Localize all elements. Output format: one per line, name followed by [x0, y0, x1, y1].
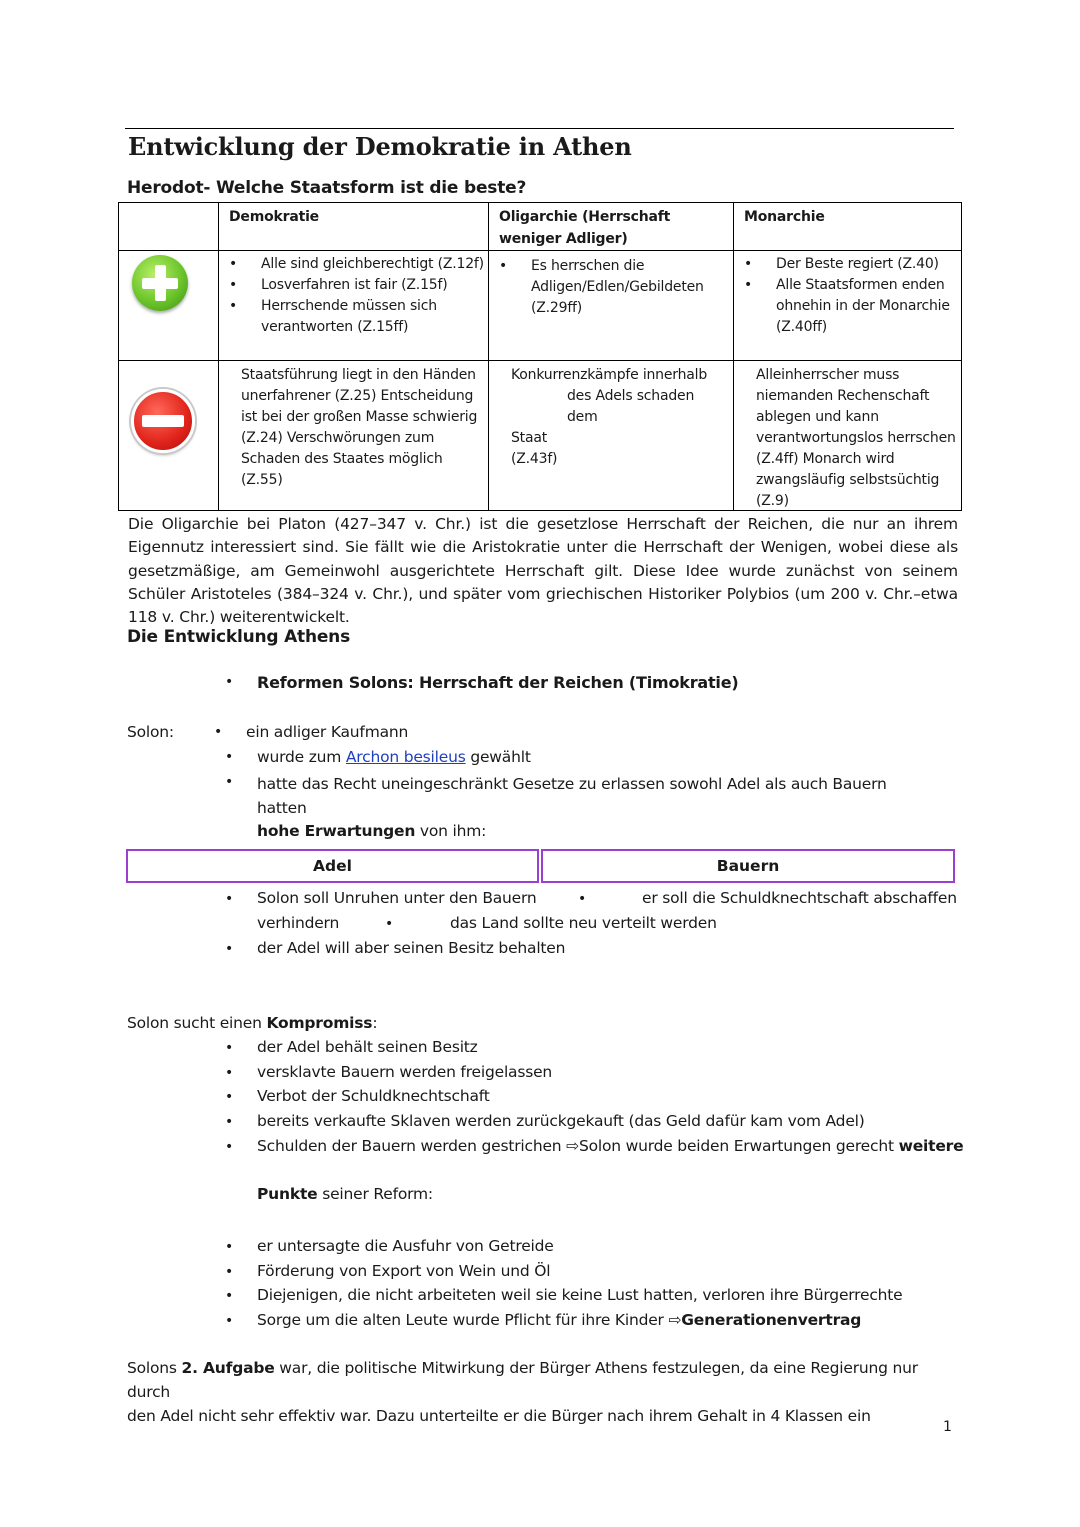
- adel-point: Solon soll Unruhen unter den Bauern: [257, 889, 537, 907]
- solon-point: [257, 773, 937, 844]
- punkte-line: [257, 1185, 433, 1203]
- list-item: • Alle Staatsformen enden ohnehin in der Monarchie (Z.40ff): [744, 275, 959, 338]
- text: seiner Reform:: [317, 1185, 433, 1203]
- bold-text: hohe Erwartungen: [257, 822, 416, 840]
- bauern-box: Bauern: [541, 849, 955, 883]
- bauern-point: das Land sollte neu verteilt werden: [450, 914, 717, 932]
- text: Solon sucht einen: [127, 1014, 267, 1032]
- bullet: •: [225, 1239, 234, 1255]
- arrow-icon: ⇨: [566, 1137, 579, 1155]
- kompromiss-intro: [127, 1014, 377, 1032]
- cons-oligarchie-line: Konkurrenzkämpfe innerhalb: [511, 367, 708, 383]
- kompromiss-point: der Adel behält seinen Besitz: [257, 1038, 478, 1056]
- reform-point: Förderung von Export von Wein und Öl: [257, 1262, 551, 1280]
- list-item: • Losverfahren ist fair (Z.15f): [229, 275, 484, 296]
- bullet: •: [225, 674, 234, 690]
- bold-text: Punkte: [257, 1185, 318, 1203]
- bullet: •: [225, 1040, 234, 1056]
- bold-text: Generationenvertrag: [681, 1311, 862, 1329]
- cons-oligarchie-line: (Z.43f): [511, 451, 558, 467]
- cons-oligarchie: [511, 365, 726, 470]
- cons-demokratie: Staatsführung liegt in den Händen unerfahrener (Z.25) Entscheidung ist bei der großen Masse schwierig (Z.24) Verschwörungen zum Schaden des Staates möglich (Z.55): [241, 367, 478, 488]
- bullet: •: [225, 774, 234, 790]
- text: von ihm:: [415, 822, 487, 840]
- text: den Adel nicht sehr effektiv war. Dazu unterteilte er die Bürger nach ihrem Gehalt in 4 Klassen ein: [127, 1407, 871, 1425]
- text: Sorge um die alten Leute wurde Pflicht für ihre Kinder: [257, 1311, 669, 1329]
- bullet: •: [225, 1139, 234, 1155]
- cons-oligarchie-line: Staat: [511, 430, 548, 446]
- herodot-heading: Herodot- Welche Staatsform ist die beste?: [127, 178, 527, 198]
- archon-link[interactable]: Archon besileus: [345, 748, 466, 766]
- text: :: [372, 1014, 378, 1032]
- text: wurde zum: [257, 748, 346, 766]
- text: Schulden der Bauern werden gestrichen: [257, 1137, 567, 1155]
- bold-text: Kompromiss: [266, 1014, 373, 1032]
- page-title: Entwicklung der Demokratie in Athen: [128, 132, 632, 161]
- kompromiss-point: Verbot der Schuldknechtschaft: [257, 1087, 490, 1105]
- bullet: •: [225, 1065, 234, 1081]
- bullet: •: [214, 724, 223, 740]
- entwicklung-heading: Die Entwicklung Athens: [127, 627, 350, 647]
- adel-point: verhindern: [257, 914, 340, 932]
- bullet: •: [225, 1313, 234, 1329]
- page-number: 1: [943, 1419, 952, 1435]
- column-header-oligarchie: Oligarchie (Herrschaft weniger Adliger): [499, 209, 671, 247]
- table-divider: [119, 360, 961, 361]
- column-header-demokratie: Demokratie: [229, 209, 319, 225]
- bullet: •: [225, 749, 234, 765]
- list-item: • Der Beste regiert (Z.40): [744, 254, 959, 275]
- bullet: •: [225, 1288, 234, 1304]
- solon-point: [257, 748, 531, 766]
- reform-point: er untersagte die Ausfuhr von Getreide: [257, 1237, 554, 1255]
- top-rule: [125, 128, 954, 129]
- reform-point: Diejenigen, die nicht arbeiteten weil sie keine Lust hatten, verloren ihre Bürgerrechte: [257, 1286, 903, 1304]
- aufgabe-paragraph: [127, 1356, 957, 1428]
- column-header-monarchie: Monarchie: [744, 209, 825, 225]
- text: war, die politische Mitwirkung der Bürger Athens festzulegen, da eine Regierung nur durch: [127, 1359, 918, 1401]
- list-item: • Es herrschen die Adligen/Edlen/Gebildeten (Z.29ff): [499, 256, 719, 319]
- plus-circle-icon: [132, 255, 188, 311]
- bold-text: 2. Aufgabe: [181, 1359, 275, 1377]
- pros-oligarchie: [499, 256, 719, 319]
- minus-circle-icon: [131, 389, 195, 453]
- bullet: •: [225, 891, 234, 907]
- reform-heading: Reformen Solons: Herrschaft der Reichen (Timokratie): [257, 673, 739, 692]
- arrow-icon: ⇨: [668, 1311, 682, 1329]
- bold-text: weitere: [898, 1137, 964, 1155]
- bullet: •: [578, 891, 587, 907]
- cons-monarchie: Alleinherrscher muss niemanden Rechenschaft ablegen und kann verantwortungslos herrschen (Z.4ff) Monarch wird zwangsläufig selbstsüchtig (Z.9): [756, 367, 956, 509]
- platon-paragraph: Die Oligarchie bei Platon (427–347 v. Chr.) ist die gesetzlose Herrschaft der Reichen, die nur an ihrem Eigennutz interessiert sind. Sie fällt wie die Aristokratie unter die Herrschaft der Wenigen, wobei diese als gesetzmäßige, am Gemeinwohl ausgerichtete Herrschaft gilt. Diese Idee wurde zunächst von seinem Schüler Aristoteles (384–324 v. Chr.), und später vom griechischen Historiker Polybios (um 200 v. Chr.–etwa 118 v. Chr.) weiterentwickelt.: [128, 515, 958, 627]
- text: Solons: [127, 1359, 182, 1377]
- kompromiss-point: bereits verkaufte Sklaven werden zurückgekauft (das Geld dafür kam vom Adel): [257, 1112, 865, 1130]
- bullet: •: [385, 916, 394, 932]
- text: Solon wurde beiden Erwartungen gerecht: [578, 1137, 899, 1155]
- bullet: •: [225, 1264, 234, 1280]
- pros-demokratie: [229, 254, 484, 338]
- solon-label: Solon:: [127, 723, 174, 741]
- adel-point: der Adel will aber seinen Besitz behalten: [257, 939, 566, 957]
- kompromiss-point: [257, 1137, 963, 1155]
- pros-monarchie: [744, 254, 959, 338]
- adel-box: Adel: [126, 849, 539, 883]
- cons-oligarchie-line: des Adels schaden dem: [567, 388, 695, 425]
- bullet: •: [225, 941, 234, 957]
- text: gewählt: [465, 748, 531, 766]
- list-item: • Alle sind gleichberechtigt (Z.12f): [229, 254, 484, 275]
- text: hatte das Recht uneingeschränkt Gesetze zu erlassen sowohl Adel als auch Bauern hatten: [257, 775, 887, 817]
- list-item: • Herrschende müssen sich verantworten (Z.15ff): [229, 296, 484, 338]
- kompromiss-point: versklavte Bauern werden freigelassen: [257, 1063, 553, 1081]
- bauern-point: er soll die Schuldknechtschaft abschaffen: [642, 889, 957, 907]
- bullet: •: [225, 1089, 234, 1105]
- reform-point: [257, 1311, 861, 1329]
- solon-point: ein adliger Kaufmann: [246, 723, 409, 741]
- bullet: •: [225, 1114, 234, 1130]
- table-divider: [119, 250, 961, 251]
